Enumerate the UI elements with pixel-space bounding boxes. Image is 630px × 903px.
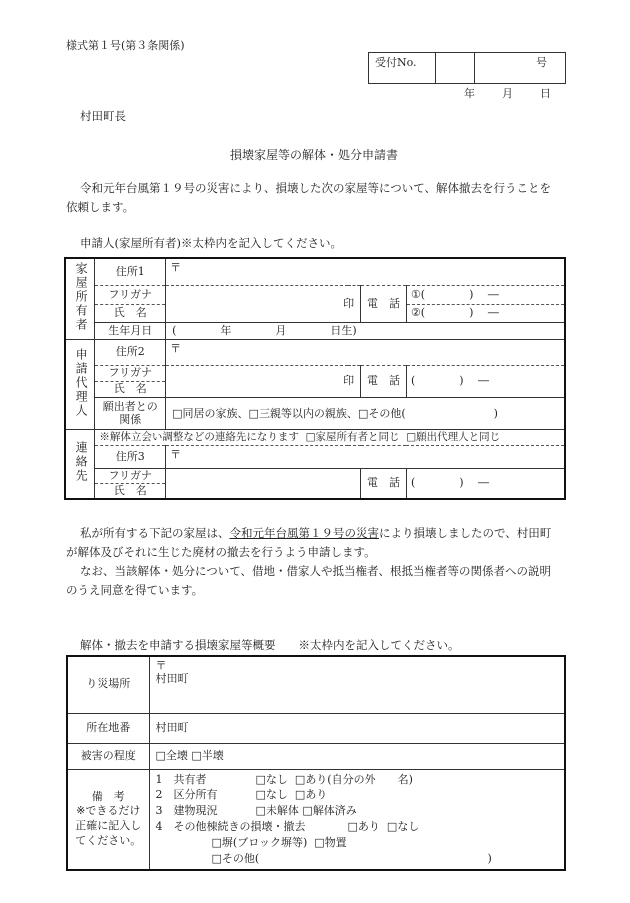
- agent-furigana-label: フリガナ: [95, 365, 166, 381]
- notes-field: [149, 769, 565, 870]
- notes-label: 備 考 ※できるだけ 正確に記入し てください。: [67, 769, 149, 870]
- summary-heading: 解体・撤去を申請する損壊家屋等概要 ※太枠内を記入してください。: [80, 638, 460, 652]
- status-undemolished-checkbox[interactable]: □ 未解体: [256, 804, 299, 817]
- contact-phone-label: 電 話: [361, 469, 407, 499]
- note-coowner-row: 1 共有者□ なし □ あり(自分の外 名): [156, 772, 559, 788]
- owner-address-label: 住所1: [95, 258, 166, 286]
- same-as-agent-checkbox[interactable]: □ 願出代理人と同じ: [406, 431, 500, 443]
- other-no-checkbox[interactable]: □ なし: [387, 820, 419, 833]
- agent-relation-label: 願出者との 関係: [95, 398, 166, 430]
- intro-line1: 令和元年台風第１９号の災害により、損壊した次の家屋等について、解体撤去を行うことを: [80, 181, 552, 195]
- note-sectional-row: 2 区分所有□ なし □ あり: [156, 787, 559, 803]
- lot-label: 所在地番: [67, 713, 149, 743]
- receipt-box: [368, 52, 566, 84]
- contact-furigana-label: フリガナ: [95, 469, 166, 484]
- relation-family-checkbox[interactable]: □ 同居の家族、: [172, 407, 248, 420]
- sectional-none-checkbox[interactable]: □ なし: [256, 788, 288, 801]
- agent-phone-field[interactable]: ( ) ―: [406, 365, 565, 397]
- same-as-owner-checkbox[interactable]: □ 家屋所有者と同じ: [306, 431, 400, 443]
- owner-group-label: 家屋所有者: [65, 258, 95, 340]
- disaster-label: り災場所: [67, 656, 149, 713]
- disaster-town: 村田町: [155, 671, 189, 685]
- intro-line2: 依頼します。: [66, 200, 135, 214]
- coowner-none-checkbox[interactable]: □ なし: [256, 773, 288, 786]
- contact-address-label: 住所3: [95, 445, 166, 469]
- body-line1: 私が所有する下記の家屋は、令和元年台風第１９号の災害により損壊しましたので、村田町: [80, 526, 552, 540]
- body-line4: のうえ同意を得ています。: [66, 583, 204, 597]
- other-yes-checkbox[interactable]: □ あり: [348, 820, 380, 833]
- date-year: 年: [464, 87, 475, 100]
- postal-mark: 〒: [170, 342, 182, 356]
- note-other-row: 4 その他棟続きの損壊・撤去□ あり □ なし: [156, 819, 559, 835]
- contact-name-label: 氏 名: [95, 484, 166, 499]
- owner-name-field[interactable]: [166, 286, 361, 323]
- damage-total-checkbox[interactable]: □ 全壊: [156, 749, 188, 762]
- shed-checkbox[interactable]: □ 物置: [314, 836, 346, 849]
- contact-note-row: [95, 430, 565, 445]
- owner-furigana-label: フリガナ: [95, 286, 166, 304]
- contact-group-label: 連絡先: [65, 430, 95, 499]
- owner-birth-field[interactable]: ( 年 月 日生): [166, 322, 565, 339]
- owner-name-label: 氏 名: [95, 304, 166, 322]
- summary-table: [66, 655, 566, 871]
- agent-relation-options: [166, 398, 565, 430]
- date-month: 月: [502, 87, 513, 100]
- owner-phone2-field[interactable]: ②( ) ―: [406, 304, 565, 322]
- coowner-yes-checkbox[interactable]: □ あり(自分の外 名): [295, 773, 413, 786]
- contact-address-field[interactable]: [166, 445, 565, 469]
- agent-address-label: 住所2: [95, 340, 166, 366]
- damage-half-checkbox[interactable]: □ 半壊: [191, 749, 223, 762]
- owner-seal: 印: [343, 296, 355, 310]
- applicant-heading: 申請人(家屋所有者)※太枠内を記入してください。: [80, 236, 342, 250]
- applicant-table: [64, 257, 566, 500]
- receipt-label: 受付No.: [369, 53, 436, 84]
- receipt-suffix: 号: [536, 56, 547, 69]
- agent-name-label: 氏 名: [95, 382, 166, 398]
- body-line2: が解体及びそれに生じた廃材の撤去を行うよう申請します。: [66, 545, 376, 559]
- lot-field[interactable]: 村田町: [149, 713, 565, 743]
- owner-birth-label: 生年月日: [95, 322, 166, 339]
- wall-checkbox[interactable]: □ 塀(ブロック塀等): [212, 836, 308, 849]
- damage-options: [149, 743, 565, 769]
- contact-name-field[interactable]: [166, 469, 361, 499]
- addressee: 村田町長: [80, 109, 126, 123]
- status-demolished-checkbox[interactable]: □ 解体済み: [302, 804, 356, 817]
- owner-phone1-field[interactable]: ①( ) ―: [406, 286, 565, 304]
- agent-address-field[interactable]: [166, 340, 565, 366]
- agent-phone-label: 電 話: [361, 365, 407, 397]
- misc-other-close: ): [487, 852, 492, 866]
- date-day: 日: [540, 87, 551, 100]
- agent-group-label: 申請代理人: [65, 340, 95, 430]
- relation-relative-checkbox[interactable]: □ 三親等以内の親族、: [249, 407, 358, 420]
- note-other-misc-row: [156, 851, 559, 867]
- relation-other-checkbox[interactable]: □ その他( ): [358, 407, 498, 420]
- contact-note: ※解体立会い調整などの連絡先になります: [99, 431, 299, 444]
- note-status-row: 3 建物現況□ 未解体 □ 解体済み: [156, 803, 559, 819]
- contact-phone-field[interactable]: ( ) ―: [406, 469, 565, 499]
- damage-label: 被害の程度: [67, 743, 149, 769]
- receipt-blank[interactable]: [436, 53, 475, 84]
- agent-name-field[interactable]: [166, 365, 361, 397]
- page-title: 損壊家屋等の解体・処分申請書: [230, 148, 399, 162]
- postal-mark: 〒: [155, 659, 167, 672]
- sectional-yes-checkbox[interactable]: □ あり: [295, 788, 327, 801]
- disaster-field[interactable]: [149, 656, 565, 713]
- body-line3: なお、当該解体・処分について、借地・借家人や抵当権者、根抵当権者等の関係者への説明: [80, 564, 552, 578]
- postal-mark: 〒: [170, 447, 182, 461]
- postal-mark: 〒: [170, 261, 182, 274]
- misc-other-checkbox[interactable]: □ その他(: [212, 852, 260, 865]
- form-label: 様式第１号(第３条関係): [66, 39, 185, 52]
- receipt-number[interactable]: [475, 53, 566, 84]
- owner-address-field[interactable]: [166, 258, 565, 286]
- agent-seal: 印: [343, 374, 355, 388]
- note-other-sub-row: [156, 835, 559, 851]
- owner-phone-label: 電 話: [361, 286, 407, 323]
